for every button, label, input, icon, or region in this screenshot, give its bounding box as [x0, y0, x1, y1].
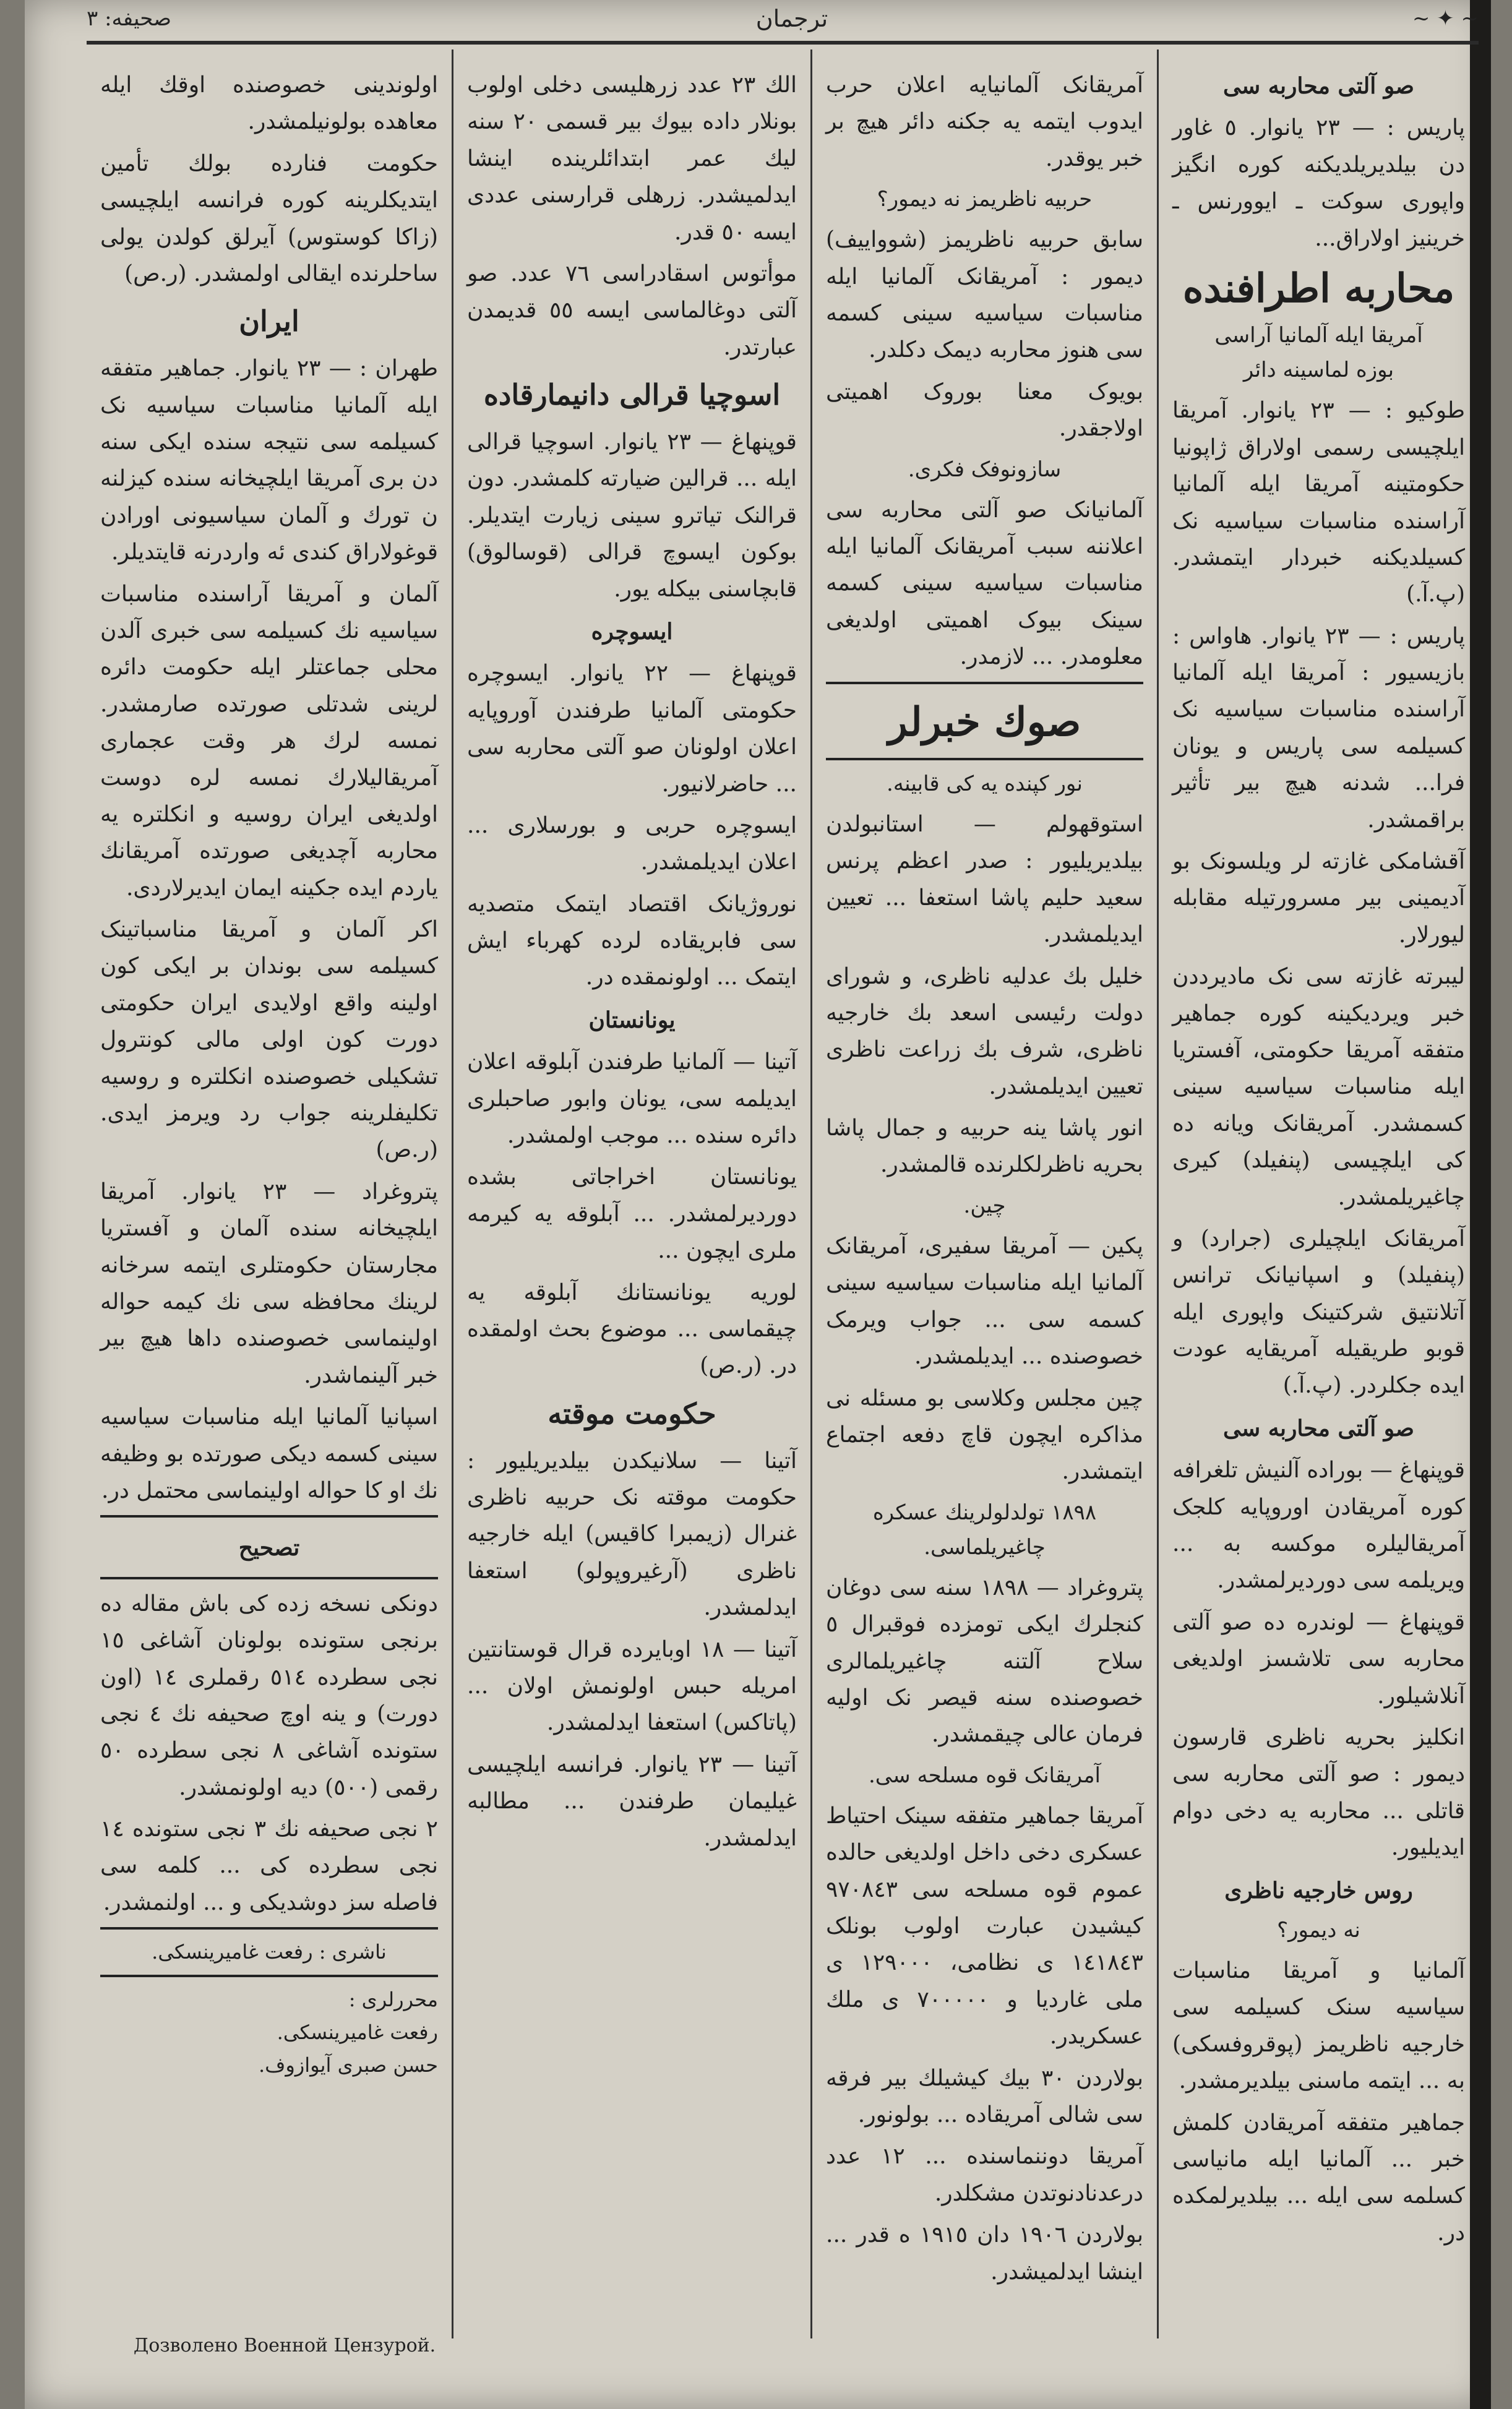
article-text: پتروغراد — ١٨٩٨ سنه سی دوغان کنجلرك ایکی تومزده فوقبرال ٥ سلاح آلتنه چاغیریلمالری خصوصنده سنه قیصر نک اولیه فرمان عالی چیقمشدر.	[826, 1574, 1143, 1748]
section-title: اسوچیا قرالی دانیمارقاده	[483, 378, 781, 412]
subheading: چاغیریلماسی.	[924, 1534, 1046, 1560]
article-text: اکر آلمان و آمریقا مناسباتینک کسیلمه سی بوندان بر ایکی کون اولینه واقع اولایدی ایران حکومتی دورت کون اولی مالی کونترول تشکیلی خصوصنده انکلتره و روسیه تکلیفلرینه جواب رد ویرمز ایدی. (ر.ص)	[100, 917, 438, 1163]
publisher: ناشری : رفعت غامیرینسکی.	[152, 1940, 387, 1964]
subheading: حربیه ناظریمز نه دیمور؟	[877, 187, 1093, 212]
article-text: آلمانیانک صو آلتی محاربه سی اعلاننه سبب آمریقانک آلمانیا ایله مناسبات سیاسیه سینی کسمه سینک بیوک اهمیتی اولدیغی معلومدر. ... لازمدر.	[826, 497, 1143, 670]
article-text: الك ٢٣ عدد زرهلیسی دخلی اولوب بونلار داده بیوك بیر قسمی ٢٠ سنه لیك عمر ابتدائلرینده اینشا ایدلمیشدر. زرهلی قرارسنی عددی ایسه ٥٠ قدر.	[467, 72, 797, 245]
column-4	[87, 49, 452, 2338]
article-text: آتینا — آلمانیا طرفندن آبلوقه اعلان ایدیلمه سی، یونان وابور صاحبلری دائره سنده ... موجب اولمشدر.	[467, 1049, 797, 1149]
article-text: انکلیز بحریه ناظری قارسون دیمور : صو آلتی محاربه سی قاتلی ... محاربه یه دخی دوام ایدیلیور.	[1172, 1725, 1465, 1861]
article-text: آلمان و آمریقا آراسنده مناسبات سیاسیه نك کسیلمه سی خبری آلدن محلی جماعتلر ایله حکومت دائره لرینی شدتلی صورتده صارمشدر. نمسه لرك هر وقت عجماری آمریقالیلارك نمسه لره دوست اولدیغی ایران روسیه و انکلتره یه محاربه آچدیغی صورتده آمریقانك یاردم ایده جکینه ایمان ایدیرلاردی.	[100, 581, 438, 901]
subheading: آمریقا ایله آلمانیا آراسی	[1214, 323, 1423, 348]
article-text: آلمانیا و آمریقا مناسبات سیاسیه سنک کسیلمه سی خارجیه ناظریمز (پوقروفسکی) به ... ایتمه ماسنی بیلدیرمشدر.	[1172, 1958, 1465, 2094]
article-text: دونکی نسخه زده کی باش مقاله ده برنجی ستونده بولونان آشاغی ١٥ نجی سطرده ٥١٤ رقملری ١٤ (اون دورت) و ینه اوچ صحیفه نك ٤ نجی ستونده آشاغی ٨ نجی سطرده ٥٠ رقمی (٥٠٠) دیه اولونمشدر.	[100, 1591, 438, 1800]
newspaper-page	[25, 0, 1491, 2409]
article-text: چین مجلس وکلاسی بو مسئله نی مذاکره ایچون قاچ دفعه اجتماع ایتمشدر.	[826, 1385, 1143, 1485]
publisher-box	[100, 1927, 438, 1977]
article-text: سابق حربیه ناظریمز (شوواییف) دیمور : آمریقانک آلمانیا ایله مناسبات سیاسیه سینی کسمه سی هنوز محاربه دیمک دکلدر.	[826, 227, 1143, 363]
columns	[87, 49, 1479, 2338]
section-title: حکومت موقته	[548, 1396, 716, 1430]
article-text: جماهیر متفقه آمریقادن کلمش خبر ... آلمانیا ایله مانیاسی کسلمه سی ایله ... بیلدیرلمکده در.	[1172, 2110, 1465, 2246]
article-text: پتروغراد — ٢٣ یانوار. آمریقا ایلچیخانه سنده آلمان و آفستریا مجارستان حکومتلری ایتمه سرخانه لرینك محافظه سی نك کیمه حواله اولینماسی خصوصنده داها هیچ بیر خبر آلینماشدر.	[100, 1179, 438, 1388]
column-3	[452, 49, 810, 2338]
subheading: آمریقانک قوه مسلحه سی.	[869, 1763, 1101, 1788]
section-title: صو آلتی محاربه سی	[1223, 1415, 1414, 1441]
article-text: قوپنهاغ — بوراده آلنیش تلغرافه کوره آمریقادن اوروپایه کلجک آمریقالیلره موکسه به ... ویریلمه سی دوردیرلمشدر.	[1172, 1458, 1465, 1594]
subheading: نه دیمور؟	[1277, 1917, 1360, 1943]
article-text: خلیل بك عدلیه ناظری، و شورای دولت رئیسی اسعد بك خارجیه ناظری، شرف بك زراعت ناظری تعیین ایدیلمشدر.	[826, 963, 1143, 1099]
article-text: استوقهولم — استانبولدن بیلدیریلیور : صدر اعظم پرنس سعید حلیم پاشا استعفا ... تعیین ایدیلمشدر.	[826, 811, 1143, 948]
article-text: نوروژیانک اقتصاد ایتمک متصدیه سی فابریقاده لرده کهرباء ایش ایتمک ... اولونمقده در.	[467, 891, 797, 990]
correction-box	[100, 1515, 438, 1579]
article-text: آتینا — ١٨ اوبایرده قرال قوستانتین امریله حبس اولونمش اولان ... (پاتاکس) استعفا ایدلمشدر.	[467, 1636, 797, 1736]
article-text: موأتوس اسقادراسی ٧٦ عدد. صو آلتی دوغالماسی ایسه ٥٥ قدیمدن عبارتدر.	[467, 260, 797, 360]
article-text: آقشامکی غازته لر ویلسونک بو آدیمینی بیر مسرورتیله مقابله لیورلار.	[1172, 849, 1465, 948]
article-text: انور پاشا ینه حربیه و جمال پاشا بحریه ناظرلکلرنده قالمشدر.	[826, 1115, 1143, 1178]
article-text: ایسوچره حربی و بورسلاری ... اعلان ایدیلمشدر.	[467, 812, 797, 875]
article-text: اسپانیا آلمانیا ایله مناسبات سیاسیه سینی کسمه دیکی صورتده بو وظیفه نك او کا حواله اولینماسی محتمل در.	[100, 1404, 438, 1503]
subheading: چین.	[963, 1193, 1006, 1218]
column-2	[810, 49, 1157, 2338]
section-title: صو آلتی محاربه سی	[1223, 73, 1414, 99]
subheading: سازونوفک فکری.	[908, 457, 1062, 482]
header-rule	[87, 41, 1479, 45]
column-1	[1157, 49, 1479, 2338]
article-text: حکومت فنارده بولك تأمین ایتدیکلرینه کوره فرانسه ایلچیسی (زاکا کوستوس) آیرلق کولدن یولی ساحلرنده ایقالی اولمشدر. (ر.ص)	[100, 150, 438, 286]
editors-block	[100, 1983, 438, 2081]
article-text: پاریس : — ٢٣ یانوار. هاواس : بازیسیور : آمریقا ایله آلمانیا آراسنده مناسبات سیاسیه نک کسیلمه سی پاریس و یونان فرا... شدنه هیچ بیر تأثیر براقمشدر.	[1172, 623, 1466, 833]
section-title: تصحیح	[238, 1535, 300, 1561]
paper-name: ترجمان	[755, 5, 828, 32]
article-text: بولاردن ٣٠ بیك کیشیلك بیر فرقه سی شالی آمریقاده ... بولونور.	[826, 2065, 1143, 2128]
article-text: قوپنهاغ — لوندره ده صو آلتی محاربه سی تلاشسز اولدیغی آنلاشیلور.	[1172, 1609, 1465, 1709]
article-text: لوریه یونانستانك آبلوقه یه چیقماسی ... موضوع بحث اولمقده در. (ر.ص)	[467, 1279, 797, 1379]
article-text: پاریس : — ٢٣ یانوار. ٥ غاور دن بیلدیریلدیکنه کوره انگیز واپوری سوکت ـ ایوورنس ـ خرینیز اولاراق...	[1172, 115, 1466, 251]
article-text: طهران : — ٢٣ یانوار. جماهیر متفقه ایله آلمانیا مناسبات سیاسیه نک کسیلمه سی نتیجه سنده ایکی سنه دن بری آمریقا ایلچیخانه سنده کیزلنه ن تورك و آلمان سیاسیونی اورادن قوغولاراق کندی ئه واردرنه قایتدیلر.	[100, 356, 438, 565]
editor-name: رفعت غامیرینسکی.	[277, 2020, 438, 2044]
section-title: ایسوچره	[591, 618, 673, 645]
article-text: آتینا — سلانیکدن بیلدیریلیور : حکومت موقته نک حربیه ناظری غنرال (زیمبرا کاقیس) ایله خارجیه ناظری (آرغیروپولو) استعفا ایدلمشدر.	[467, 1448, 797, 1621]
article-text: پکین — آمریقا سفیری، آمریقانک آلمانیا ایله مناسبات سیاسیه سینی کسمه سی ... جواب ویرمک خصوصنده ... ایدیلمشدر.	[826, 1233, 1143, 1370]
header-ornament: ~ ✦ ~	[1412, 6, 1479, 31]
subheading: ١٨٩٨ تولدلولرینك عسکره	[872, 1500, 1097, 1525]
editors-label: محررلری :	[348, 1988, 438, 2012]
page-header	[87, 0, 1479, 37]
article-text: قوپنهاغ — ٢٢ یانوار. ایسوچره حکومتی آلمانیا طرفندن آوروپایه اعلان اولونان صو آلتی محاربه سی ... حاضرلانیور.	[467, 661, 797, 797]
section-title: یونانستان	[588, 1007, 676, 1033]
section-title: ایران	[239, 304, 299, 338]
article-text: آتینا — ٢٣ یانوار. فرانسه ایلچیسی غیلیمان طرفندن ... مطالبه ایدلمشدر.	[467, 1751, 797, 1851]
editor-name: حسن صبری آیوازوف.	[258, 2053, 438, 2077]
article-text: آمریقا جماهیر متفقه سینک احتیاط عسکری دخی داخل اولدیغی حالده عموم قوه مسلحه سی ٩٧٠٨٤٣ کیشیدن عبارت اولوب بونلک ١٤١٨٤٣ ی نظامی، ١٢٩٠٠٠ ی ملی غاردیا و ٧٠٠٠٠٠ ی ملك عسکریدر.	[826, 1803, 1144, 2050]
article-text: آمریقانک ایلچیلری (جرارد) و (پنفیلد) و اسپانیانک ترانس آتلانتیق شرکتینک واپوری ایله قوبو طریقیله آمریقایه عودت ایده جکلردر. (پ.آ.)	[1172, 1226, 1465, 1399]
subheading: نور کپنده یه کی قابینه.	[887, 771, 1083, 796]
page-number: صحيفه: ٣	[87, 6, 172, 31]
headline: صوك خبرلر	[888, 698, 1081, 745]
article-text: یونانستان اخراجاتی بشده دوردیرلمشدر. ... آبلوقه یه کیرمه ملری ایچون ...	[467, 1164, 797, 1264]
article-text: بویوک معنا بوروک اهمیتی اولاجقدر.	[826, 379, 1143, 442]
article-text: آمریقا دوننماسنده ... ١٢ عدد درعدنادنوتدن مشکلدر.	[826, 2144, 1143, 2206]
article-text: آمریقانک آلمانیایه اعلان حرب ایدوب ایتمه یه جکنه دائر هیچ بر خبر یوقدر.	[826, 72, 1143, 171]
headline: محاربه اطرافنده	[1182, 265, 1455, 312]
article-text: قوپنهاغ — ٢٣ یانوار. اسوچیا قرالی ایله ... قرالین ضیارته کلمشدر. دون قرالنک تیاترو سینی زیارت ایتدیلر. بوکون ایسوچ قرالی (قوسالوق) قابچاسنی بیکله یور.	[467, 429, 797, 602]
censor-note: Дозволено Военной Цензурой.	[133, 2335, 436, 2356]
article-text: طوکیو : — ٢٣ یانوار. آمریقا ایلچیسی رسمی اولاراق ژاپونیا حکومتینه آمریقا ایله آلمانیا آراسنده مناسبات سیاسیه نک کسیلدیکنه خبردار ایتمشدر. (پ.آ.)	[1172, 398, 1466, 608]
article-text: بولاردن ١٩٠٦ دان ١٩١٥ ه قدر ... اینشا ایدلمیشدر.	[826, 2222, 1144, 2285]
subheading: بوزه لماسینه دائر	[1243, 358, 1394, 383]
article-text: اولوندینی خصوصنده اوقك ایله معاهده بولونیلمشدر.	[100, 72, 438, 135]
section-title: روس خارجیه ناظری	[1224, 1877, 1413, 1904]
article-text: لیبرته غازته سی نک مادیرددن خبر ویردیکینه کوره جماهیر متفقه آمریقا حکومتی، آفستریا ایله مناسبات سیاسیه سینی کسمشدر. آمریقانک ویانه ده کی ایلچیسی (پنفیلد) کیری چاغیریلمشدر.	[1172, 964, 1465, 1210]
article-text: ٢ نجی صحیفه نك ٣ نجی ستونده ١٤ نجی سطرده کی ... کلمه سی فاصله سز دوشدیکی و ... اولنمشدر.	[100, 1816, 439, 1915]
headline-box	[826, 682, 1143, 760]
